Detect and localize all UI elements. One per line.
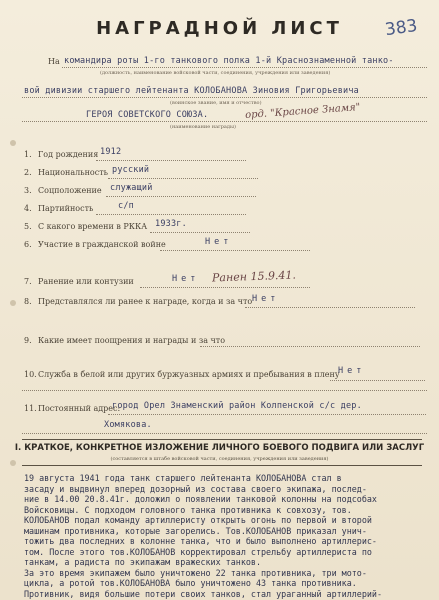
field-label: 9. [24,336,32,345]
section-rule [22,439,422,440]
award-caption: (наименование награды) [170,124,236,130]
wound-handwritten: Ранен 15.9.41. [211,268,297,285]
address-value: город Орел Знаменский район Колпенской с/с дер. [112,401,362,411]
field-value: Нет [338,366,366,376]
award-handwritten: орд. "Красное Знамя" [244,101,361,122]
rule-line [160,250,310,251]
rule-line [200,346,420,347]
field-label: 1. [24,150,32,159]
narrative-line: тожить два последних в колонне танка, что и было выполнено артиллерис- [24,536,377,546]
rule-line [22,121,427,122]
field-label: Национальность [38,168,108,177]
field-label: Представлялся ли ранее к награде, когда и за что [38,297,253,306]
field-label: 5. [24,222,32,231]
punch-hole [10,300,16,306]
rule-line [96,160,246,161]
narrative-line: танкам, а радиста по экипажам вражеских танков. [24,557,261,567]
rule-line [106,196,256,197]
section-title: I. КРАТКОЕ, КОНКРЕТНОЕ ИЗЛОЖЕНИЕ ЛИЧНОГО БОЕВОГО ПОДВИГА ИЛИ ЗАСЛУГ [14,443,425,453]
na-label: На [48,57,60,66]
field-label: 3. [24,186,32,195]
rule-line [22,390,427,391]
rule-line [96,214,246,215]
archive-stamp: 383 [383,15,419,41]
narrative-line: За это время экипажем было уничтожено 22 танка противника, три мото- [24,567,367,578]
field-value: Нет [205,237,233,247]
section-rule [22,465,422,466]
punch-hole [10,140,16,146]
narrative-line: засаду и выдвинул вперед дозорный из состава своего экипажа, послед- [24,483,367,494]
narrative-line: том. После этого тов.КОЛОБАНОВ корректировал стрельбу артиллериста по [24,546,372,557]
field-label: 2. [24,168,32,177]
field-label: 8. [24,297,32,306]
narrative-line: цикла, а ротой тов.КОЛОБАНОВА было уничтожено 43 танка противника. [24,578,357,588]
field-label: Участие в гражданской войне [38,240,166,249]
field-label: Постоянный адрес: [38,404,121,413]
field-label: 10. [24,370,37,379]
field-label: Год рождения [38,150,99,159]
unit-line: командира роты 1-го танкового полка 1-й Краснознаменной танко- [64,56,394,66]
narrative-line: Противник, видя большие потери своих танков, стал ураганный артиллерий- [24,588,382,599]
field-value: русский [112,165,150,175]
award-line: ГЕРОЯ СОВЕТСКОГО СОЮЗА. [86,110,209,120]
field-label: Партийность [38,204,94,213]
document-title: НАГРАДНОЙ ЛИСТ [96,18,343,39]
field-label: 11. [24,404,37,413]
rule-line [245,307,415,308]
name-caption: (воинское звание, имя и отчество) [170,100,262,106]
field-value: 1912 [100,147,122,157]
rule-line [22,433,427,434]
unit-caption: (должность, наименование войсковой части, соединения, учреждения или заведения) [100,70,331,76]
field-value: Нет [252,294,280,304]
address-value-cont: Хомякова. [104,420,152,430]
field-value: Нет [172,274,200,284]
field-value: 1933г. [155,219,187,229]
field-label: 6. [24,240,32,249]
rule-line [22,97,427,98]
field-label: 4. [24,204,32,213]
narrative-line: КОЛОБАНОВ подал команду артиллеристу открыть огонь по первой и второй [24,515,372,525]
narrative-line: Войсковицы. С подходом головного танка противника к совхозу, тов. [24,504,352,515]
narrative-line: 19 августа 1941 года танк старшего лейтенанта КОЛОБАНОВА стал в [24,473,342,483]
field-label: Соцположение [38,186,102,195]
name-line: вой дивизии старшего лейтенанта КОЛОБАНОВА Зиновия Григорьевича [24,86,359,96]
rule-line [108,414,426,415]
field-value: служащий [110,183,153,193]
rule-line [62,67,427,68]
field-label: 7. [24,277,32,286]
field-value: с/п [118,201,134,211]
section-caption: (составляется в штабе войсковой части, соединения, учреждения или заведения) [110,456,329,462]
field-label: Какие имеет поощрения и награды и за что [38,336,226,345]
narrative-line: ние в 14.00 20.8.41г. доложил о появлении танковой колонны на подсобах [24,494,377,504]
narrative-line: машинам противника, которые загорелись. Тов.КОЛОБАНОВ приказал унич- [24,525,367,536]
rule-line [330,380,425,381]
rule-line [140,287,310,288]
field-label: С какого времени в РККА [38,222,148,231]
rule-line [108,178,258,179]
field-label: Служба в белой или других буржуазных армиях и пребывания в плену [38,370,340,379]
field-label: Ранение или контузии [38,277,134,286]
rule-line [150,232,250,233]
